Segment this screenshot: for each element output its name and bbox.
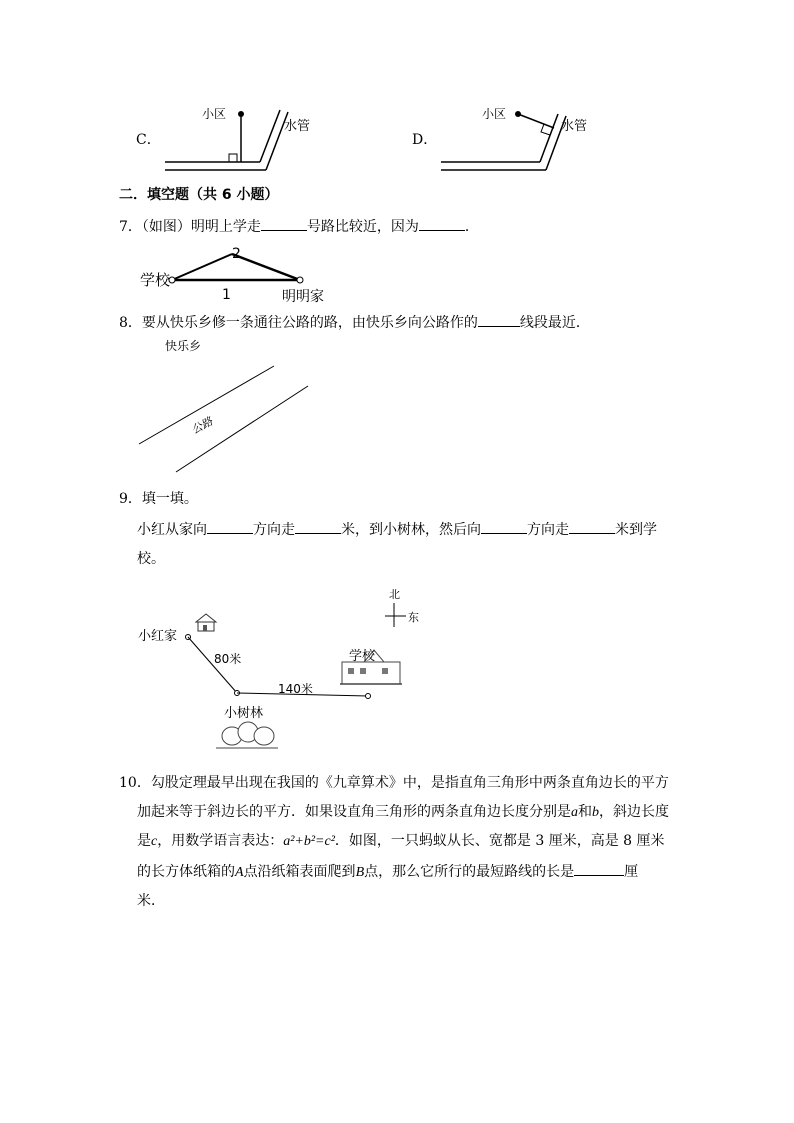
question-10-line-5: 米． — [137, 893, 165, 909]
question-9-blank-3[interactable] — [481, 519, 527, 534]
question-10-text-4b: 点沿纸箱表面爬到 — [243, 864, 356, 880]
question-10-text-4d: 厘 — [624, 864, 639, 880]
question-7-number: 7． — [119, 219, 142, 235]
question-10-text-3a: 是 — [137, 833, 151, 849]
question-9-line-1 — [137, 519, 657, 540]
question-8-text-2: 线段最近． — [519, 315, 590, 331]
option-d-line-label: 水管 — [561, 119, 588, 134]
question-9-blank-1[interactable] — [207, 519, 253, 534]
question-10-line-2 — [137, 802, 669, 823]
east-label: 东 — [408, 611, 419, 624]
question-10-text-4c: 点，那么它所行的最短路线的长是 — [364, 864, 575, 880]
question-10-text-3b: ，用数学语言表达： — [157, 833, 284, 849]
option-d-label: D． — [412, 132, 438, 148]
question-9-blank-4[interactable] — [569, 519, 615, 534]
variable-c: c — [151, 834, 158, 849]
route-2-label: 2 — [232, 246, 241, 262]
house-icon — [196, 614, 216, 631]
variable-a: a — [571, 805, 578, 820]
question-8-number: 8． — [119, 315, 142, 331]
question-10-line-3 — [137, 831, 665, 852]
question-8 — [119, 312, 590, 333]
question-8-figure — [136, 334, 312, 480]
question-10-text-2a: 加起来等于斜边长的平方．如果设直角三角形的两条直角边长度分别是 — [137, 804, 571, 820]
question-10-line-4 — [137, 861, 638, 883]
question-9-title — [119, 489, 198, 509]
option-c-label: C． — [136, 132, 161, 148]
question-7 — [119, 216, 479, 237]
question-9-number: 9． — [119, 491, 142, 507]
variable-b: b — [592, 805, 599, 820]
school-label: 学校 — [349, 649, 376, 664]
question-9-text-a: 小红从家向 — [137, 522, 207, 538]
village-label: 快乐乡 — [165, 339, 202, 353]
question-10-text-4a: 的长方体纸箱的 — [137, 864, 235, 880]
question-9-text-b: 方向走 — [253, 522, 295, 538]
question-7-text-3: ． — [464, 219, 479, 235]
question-9-text-e: 米到学 — [615, 522, 657, 538]
question-7-text-1: （如图）明明上学走 — [141, 219, 261, 235]
question-10-blank[interactable] — [574, 861, 624, 876]
route-1-label: 1 — [222, 287, 231, 303]
question-10-text-2b: 和 — [578, 804, 592, 820]
road-label: 公路 — [189, 414, 215, 437]
question-7-figure — [136, 240, 346, 306]
home-label: 小红家 — [138, 629, 178, 644]
pythagorean-formula: a²+b²=c² — [283, 834, 335, 849]
question-9-map — [136, 582, 426, 754]
home-label: 明明家 — [282, 289, 324, 305]
option-d-point-label: 小区 — [482, 107, 507, 121]
question-8-blank[interactable] — [478, 312, 520, 327]
question-8-text-1: 要从快乐乡修一条通往公路的路，由快乐乡向公路作的 — [141, 315, 478, 331]
woods-label: 小树林 — [224, 706, 264, 721]
north-label: 北 — [389, 588, 400, 601]
distance-80-label: 80米 — [214, 652, 242, 666]
question-10-number: 10． — [119, 775, 151, 791]
question-9-title-text: 填一填。 — [141, 491, 198, 507]
point-b: B — [355, 865, 365, 880]
distance-140-label: 140米 — [278, 682, 313, 696]
question-7-text-2: 号路比较近，因为 — [306, 219, 419, 235]
option-d-figure — [436, 100, 596, 178]
question-9-text-c: 米，到小树林，然后向 — [341, 522, 481, 538]
woods-icon — [216, 722, 278, 748]
school-label: 学校 — [140, 271, 171, 289]
option-c-line-label: 水管 — [284, 119, 311, 134]
question-7-blank-1[interactable] — [261, 216, 307, 231]
question-10-text-1: 勾股定理最早出现在我国的《九章算术》中，是指直角三角形中两条直角边长的平方 — [150, 775, 669, 791]
section-title: 二．填空题（共 6 小题） — [119, 187, 279, 203]
question-9-blank-2[interactable] — [295, 519, 341, 534]
question-10-text-3c: ．如图，一只蚂蚁从长、宽都是 3 厘米，高是 8 厘米 — [334, 833, 665, 849]
question-9-line-2: 校。 — [137, 551, 165, 567]
question-9-text-d: 方向走 — [527, 522, 569, 538]
question-7-blank-2[interactable] — [419, 216, 465, 231]
question-10-text-2c: ，斜边长度 — [599, 804, 669, 820]
question-10-line-1 — [119, 773, 669, 793]
option-c-point-label: 小区 — [202, 107, 227, 121]
point-a: A — [235, 865, 244, 880]
option-c-figure — [160, 100, 320, 178]
